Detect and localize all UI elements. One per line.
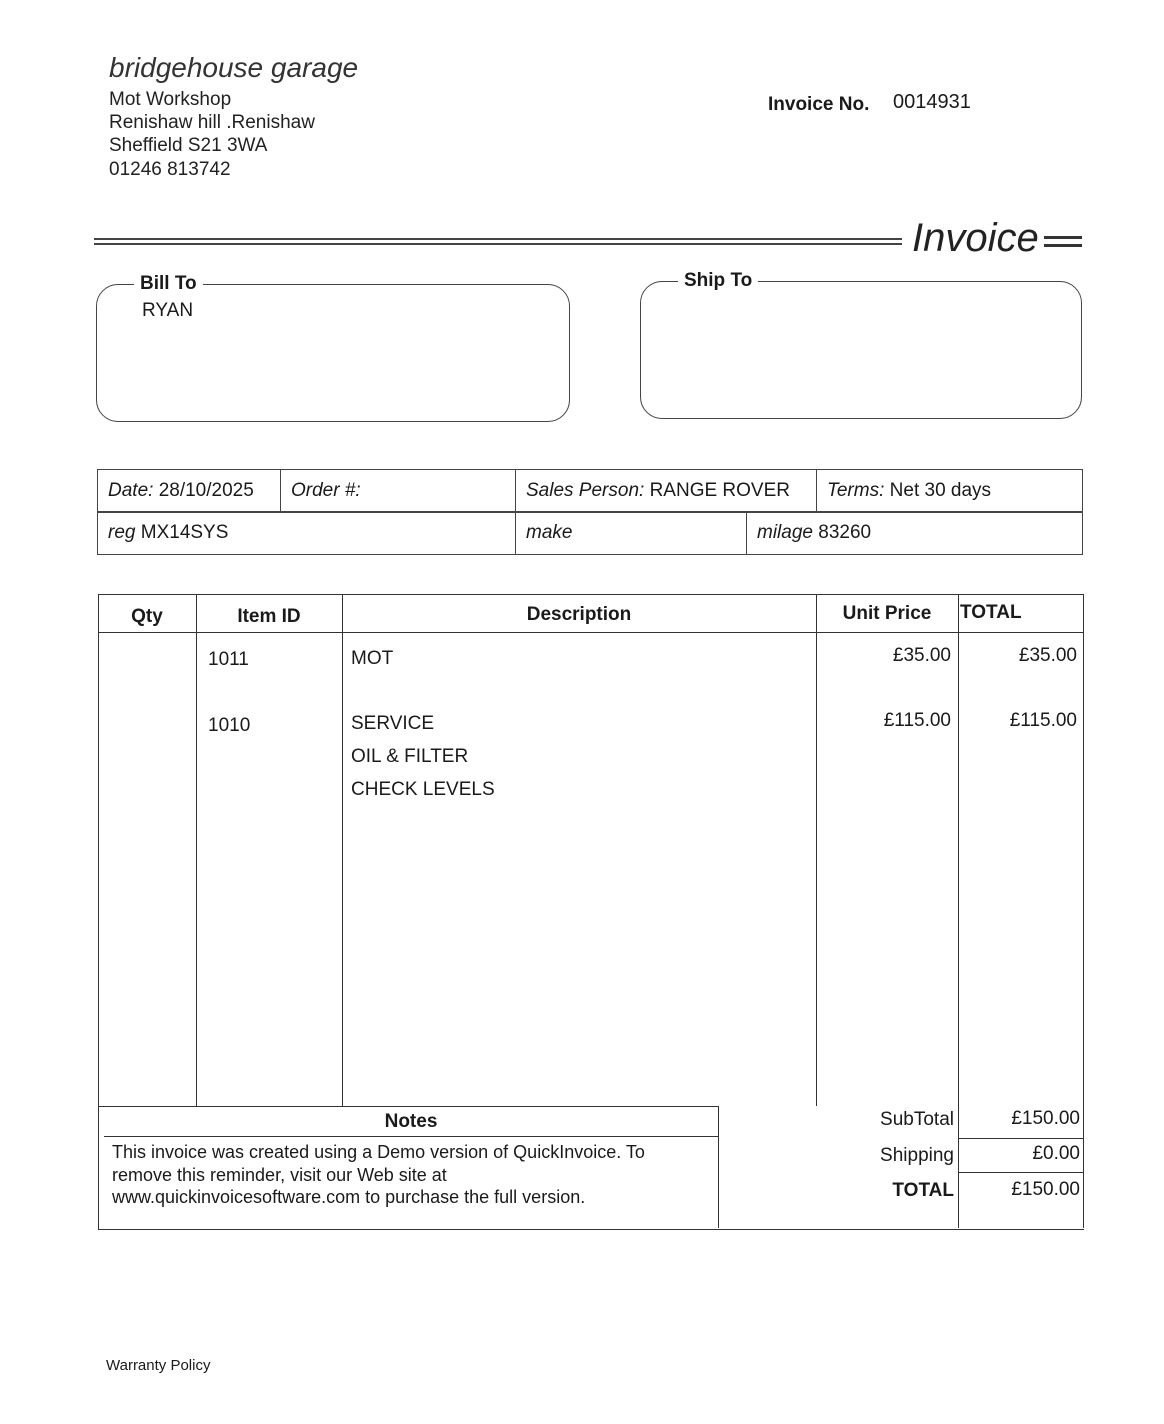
warranty-policy: Warranty Policy: [106, 1357, 211, 1374]
col-divider-item: [342, 594, 343, 1106]
row-1-description: MOT: [351, 648, 394, 669]
notes-top-line: [98, 1106, 718, 1107]
shipping-label: Shipping: [880, 1145, 954, 1166]
reg-value: MX14SYS: [140, 522, 229, 543]
row-1-total: £35.00: [1018, 645, 1077, 666]
row-2-description-line-2: OIL & FILTER: [351, 746, 469, 767]
shipping-line: [958, 1172, 1084, 1173]
company-phone: 01246 813742: [109, 159, 231, 180]
col-divider-qty: [196, 594, 197, 1106]
milage-cell: milage 83260: [747, 512, 1083, 555]
bill-to-name: RYAN: [142, 300, 194, 321]
header-unit-price: Unit Price: [842, 603, 932, 624]
row-1-unit-price: £35.00: [892, 645, 951, 666]
title-mark-2: [1044, 244, 1082, 247]
bill-to-label: Bill To: [134, 273, 203, 295]
total-label: TOTAL: [892, 1180, 954, 1201]
row-2-item-id: 1010: [208, 715, 251, 736]
notes-label-line: [104, 1136, 718, 1137]
header-qty: Qty: [131, 606, 163, 627]
total-value: £150.00: [1011, 1179, 1080, 1200]
sales-person-cell: Sales Person: RANGE ROVER: [516, 470, 817, 513]
col-divider-price: [958, 594, 959, 1230]
subtotal-line: [958, 1138, 1084, 1139]
row-2-description-line-3: CHECK LEVELS: [351, 779, 495, 800]
date-cell: Date: 28/10/2025: [98, 470, 281, 513]
milage-value: 83260: [818, 522, 872, 543]
totals-bottom-clear: [718, 1228, 1084, 1229]
company-name: bridgehouse garage: [109, 52, 359, 83]
sales-person-value: RANGE ROVER: [649, 480, 790, 501]
date-value: 28/10/2025: [158, 480, 254, 501]
company-address-line-2: Sheffield S21 3WA: [109, 135, 268, 156]
title-rule-double: [94, 243, 902, 245]
invoice-details-row-1: [97, 469, 1083, 513]
row-2-unit-price: £115.00: [883, 710, 951, 731]
col-divider-desc: [816, 594, 817, 1106]
reg-cell: reg MX14SYS: [98, 512, 516, 555]
notes-label: Notes: [384, 1111, 438, 1132]
terms-value: Net 30 days: [889, 480, 992, 501]
order-cell: Order #:: [281, 470, 516, 513]
header-item-id: Item ID: [237, 606, 301, 627]
row-2-description-line-1: SERVICE: [351, 713, 435, 734]
header-divider: [98, 632, 1084, 633]
invoice-details-row-2: [97, 511, 1083, 555]
row-2-total: £115.00: [1009, 710, 1077, 731]
subtotal-value: £150.00: [1011, 1108, 1080, 1129]
items-table: [98, 594, 1084, 1230]
invoice-title: Invoice: [912, 216, 1039, 260]
company-subtitle: Mot Workshop: [109, 89, 232, 110]
make-cell: make: [516, 512, 747, 555]
row-1-item-id: 1011: [208, 649, 249, 670]
notes-line-3: www.quickinvoicesoftware.com to purchase the full version.: [112, 1187, 586, 1207]
invoice-number-label: Invoice No.: [768, 94, 870, 115]
title-mark: [1044, 236, 1082, 239]
ship-to-box: [640, 281, 1082, 419]
title-rule: [94, 238, 902, 240]
subtotal-label: SubTotal: [880, 1109, 954, 1130]
shipping-value: £0.00: [1032, 1143, 1080, 1164]
terms-cell: Terms: Net 30 days: [817, 470, 1083, 513]
ship-to-label: Ship To: [678, 270, 758, 292]
notes-right-line: [718, 1106, 719, 1230]
header-total: TOTAL: [960, 602, 1022, 623]
notes-line-2: remove this reminder, visit our Web site at: [112, 1165, 447, 1185]
invoice-number: 0014931: [893, 91, 971, 113]
header-description: Description: [526, 604, 632, 625]
company-address-line-1: Renishaw hill .Renishaw: [109, 112, 315, 133]
notes-line-1: This invoice was created using a Demo version of QuickInvoice. To: [112, 1142, 645, 1162]
